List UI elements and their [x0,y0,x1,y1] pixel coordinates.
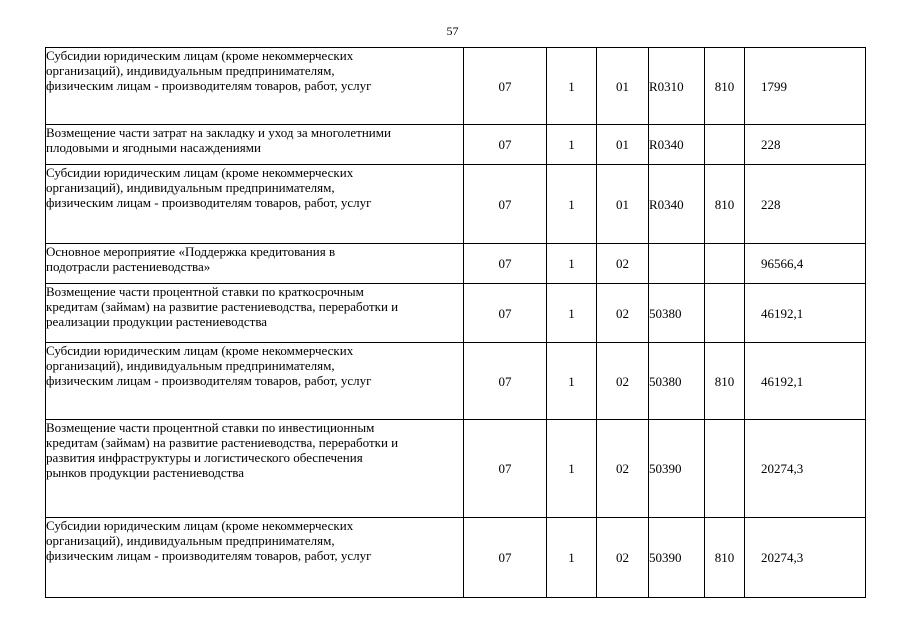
program-code: 01 [597,125,649,165]
section-code: 07 [464,518,547,598]
program-code: 02 [597,420,649,518]
page-number: 57 [446,24,459,38]
target-article-code: R0340 [649,165,705,244]
subsection-code: 1 [547,343,597,420]
subsection-code: 1 [547,48,597,125]
row-description: Субсидии юридическим лицам (кроме некоммерческих организаций), индивидуальным предпринимателям, физическим лицам - производителям товаров, работ, услуг [46,48,464,125]
section-code: 07 [464,244,547,284]
target-article-code: 50380 [649,284,705,343]
row-description: Основное мероприятие «Поддержка кредитования в подотрасли растениеводства» [46,244,464,284]
program-code: 01 [597,48,649,125]
program-code: 02 [597,244,649,284]
expense-type-code: 810 [705,48,745,125]
row-description: Возмещение части затрат на закладку и уход за многолетними плодовыми и ягодными насаждениями [46,125,464,165]
subsection-code: 1 [547,518,597,598]
expense-type-code [705,284,745,343]
expense-type-code: 810 [705,165,745,244]
subsection-code: 1 [547,244,597,284]
expense-type-code [705,125,745,165]
section-code: 07 [464,343,547,420]
subsection-code: 1 [547,420,597,518]
target-article-code: R0310 [649,48,705,125]
subsection-code: 1 [547,284,597,343]
table-row [46,48,866,125]
amount: 96566,4 [745,244,866,284]
amount: 46192,1 [745,343,866,420]
amount: 46192,1 [745,284,866,343]
subsection-code: 1 [547,165,597,244]
expense-type-code [705,420,745,518]
row-description: Субсидии юридическим лицам (кроме некоммерческих организаций), индивидуальным предпринимателям, физическим лицам - производителям товаров, работ, услуг [46,165,464,244]
row-description: Возмещение части процентной ставки по инвестиционным кредитам (займам) на развитие растениеводства, переработки и развития инфраструктуры и логистического обеспечения рынков продукции растениеводства [46,420,464,518]
expense-type-code: 810 [705,518,745,598]
section-code: 07 [464,284,547,343]
expense-type-code: 810 [705,343,745,420]
program-code: 01 [597,165,649,244]
row-description: Субсидии юридическим лицам (кроме некоммерческих организаций), индивидуальным предпринимателям, физическим лицам - производителям товаров, работ, услуг [46,518,464,598]
section-code: 07 [464,420,547,518]
amount: 228 [745,125,866,165]
target-article-code: R0340 [649,125,705,165]
section-code: 07 [464,48,547,125]
budget-table [45,47,866,598]
table-row [46,284,866,343]
subsection-code: 1 [547,125,597,165]
program-code: 02 [597,518,649,598]
row-description: Возмещение части процентной ставки по краткосрочным кредитам (займам) на развитие растениеводства, переработки и реализации продукции растениеводства [46,284,464,343]
target-article-code: 50390 [649,518,705,598]
table-row [46,125,866,165]
amount: 20274,3 [745,518,866,598]
table-row [46,420,866,518]
expense-type-code [705,244,745,284]
program-code: 02 [597,284,649,343]
target-article-code [649,244,705,284]
amount: 228 [745,165,866,244]
target-article-code: 50390 [649,420,705,518]
target-article-code: 50380 [649,343,705,420]
section-code: 07 [464,165,547,244]
table-row [46,343,866,420]
row-description: Субсидии юридическим лицам (кроме некоммерческих организаций), индивидуальным предпринимателям, физическим лицам - производителям товаров, работ, услуг [46,343,464,420]
section-code: 07 [464,125,547,165]
table-row [46,518,866,598]
program-code: 02 [597,343,649,420]
amount: 20274,3 [745,420,866,518]
table-row [46,244,866,284]
table-row [46,165,866,244]
amount: 1799 [745,48,866,125]
